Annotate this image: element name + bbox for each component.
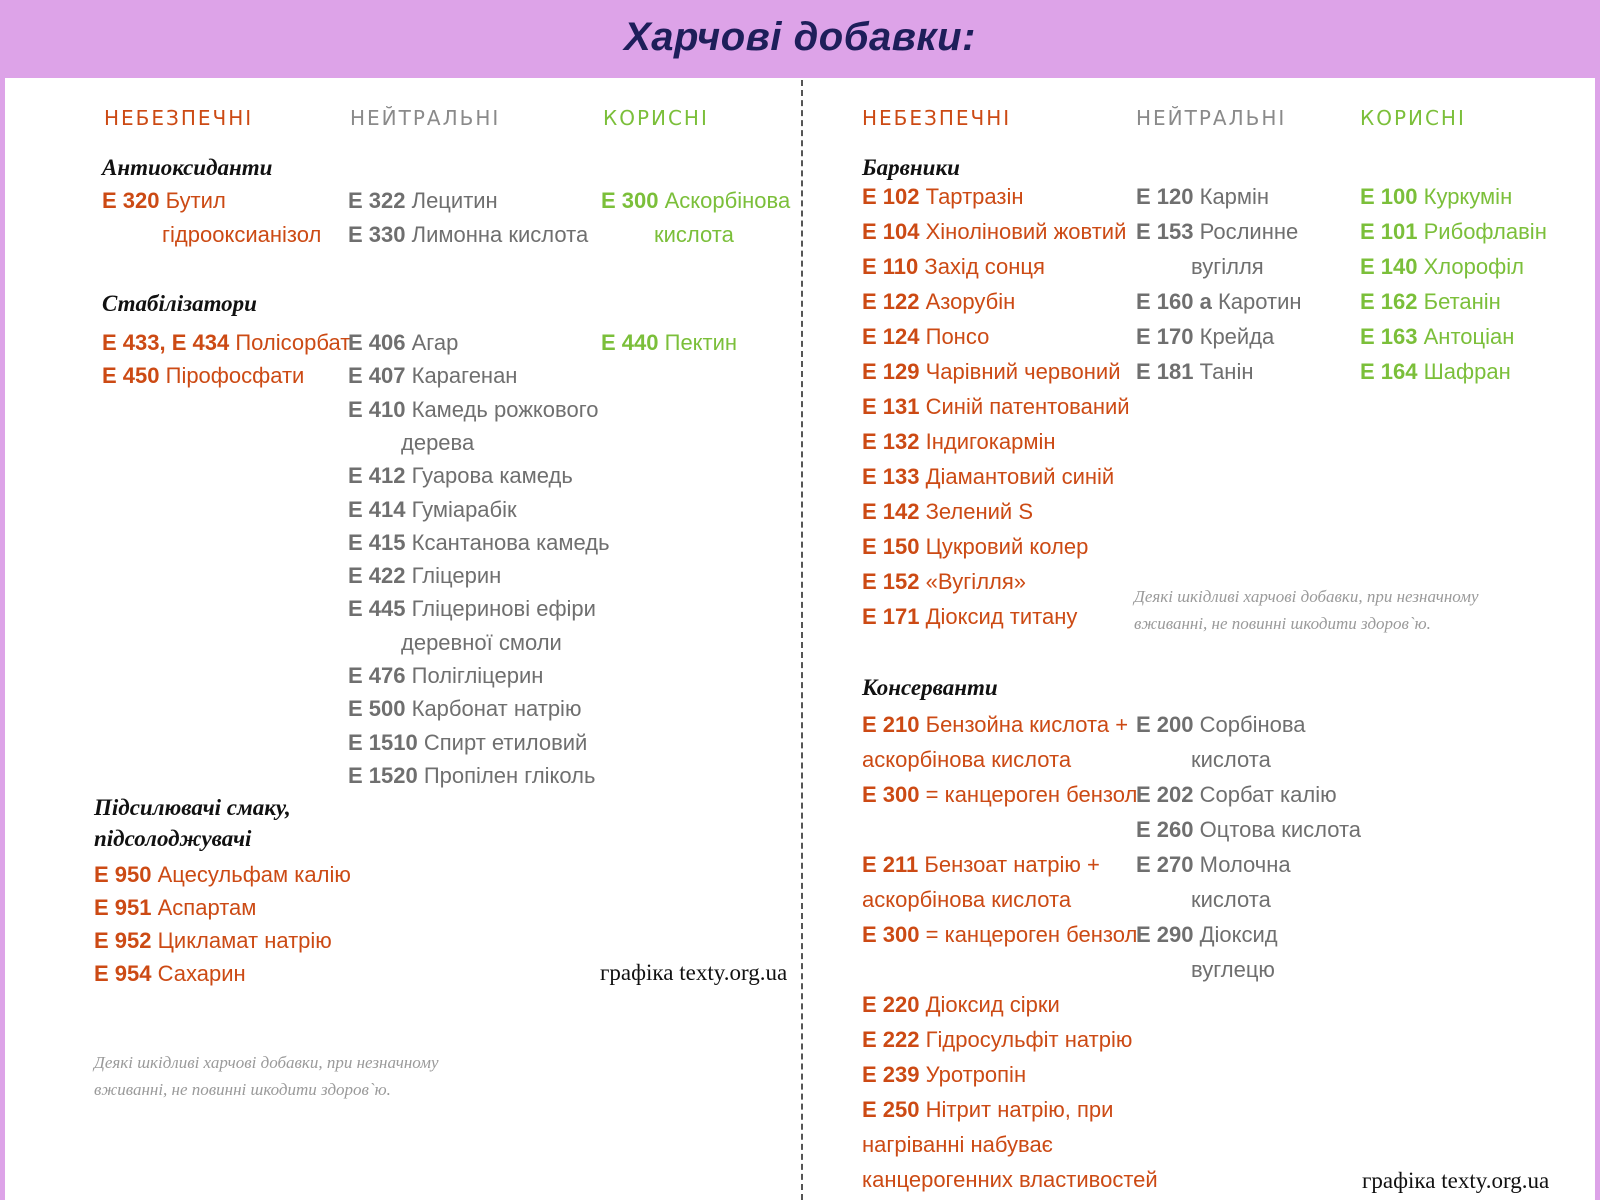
additive-code: Е 300: [601, 188, 659, 213]
additive-item: [1136, 184, 1269, 210]
additive-code: Е 162: [1360, 289, 1418, 314]
additive-item: [1136, 922, 1278, 948]
additive-item: [348, 222, 588, 248]
additive-item: [601, 188, 790, 214]
additive-name: Рослинне: [1199, 219, 1299, 244]
additive-item: [1191, 254, 1264, 280]
additive-item: [862, 429, 1056, 455]
additive-code: Е 101: [1360, 219, 1418, 244]
additive-name: Гуміарабік: [411, 496, 517, 522]
additive-name: Діамантовий синій: [925, 464, 1115, 489]
additive-item: [1360, 289, 1501, 315]
additive-item: [1360, 254, 1524, 280]
additive-code: Е 250: [862, 1097, 920, 1122]
additive-name: Бетанін: [1423, 289, 1501, 314]
additive-name: Діоксид сірки: [925, 992, 1060, 1017]
additive-item: [862, 1097, 1113, 1123]
additive-item: [401, 430, 474, 456]
additive-name: Гліцерин: [411, 563, 502, 589]
additive-code: Е 222: [862, 1027, 920, 1052]
additive-name: Танін: [1199, 359, 1254, 384]
additive-code: Е 239: [862, 1062, 920, 1087]
additive-name: Сорбат калію: [1199, 782, 1337, 807]
additive-code: Е 290: [1136, 922, 1194, 947]
additive-item: [862, 534, 1088, 560]
additive-name: Каротин: [1217, 289, 1302, 314]
additive-item: [1191, 747, 1271, 773]
additive-name: Сахарин: [157, 961, 246, 986]
additive-item: [1136, 219, 1298, 245]
additive-name: Камедь рожкового: [411, 396, 599, 422]
section-colors: Барвники: [862, 155, 960, 180]
additive-code: Е 160 а: [1136, 289, 1212, 314]
additive-code: Е 270: [1136, 852, 1194, 877]
additive-code: Е 164: [1360, 359, 1418, 384]
additive-item: [862, 887, 1071, 913]
additive-code: Е 414: [348, 496, 406, 522]
additive-code: Е 476: [348, 663, 406, 688]
additive-code: Е 951: [94, 895, 152, 920]
additive-item: [862, 394, 1130, 420]
right-note: Деякі шкідливі харчові добавки, при незначному вживанні, не повинні шкодити здоров`ю.: [1134, 587, 1479, 633]
additive-code: Е 300: [862, 782, 920, 807]
additive-code: Е 153: [1136, 219, 1194, 244]
additive-item: [862, 604, 1077, 630]
additive-code: Е 140: [1360, 254, 1418, 279]
additive-code: Е 422: [348, 563, 406, 589]
additive-item: [1136, 289, 1302, 315]
additive-name: Карбонат натрію: [411, 696, 582, 722]
additive-name: вуглецю: [1191, 957, 1275, 982]
additive-name: Лецитин: [411, 188, 498, 213]
additive-item: [862, 852, 1100, 878]
additive-item: [862, 1167, 1158, 1193]
additive-name: Понсо: [925, 324, 990, 349]
additive-code: Е 202: [1136, 782, 1194, 807]
additive-name: Аскорбінова: [664, 188, 791, 213]
right-header-neutral: НЕЙТРАЛЬНІ: [1136, 106, 1287, 130]
additive-name: Тартразін: [925, 184, 1024, 209]
additive-item: [862, 289, 1015, 315]
right-credit: графіка texty.org.ua: [1362, 1168, 1550, 1193]
additive-code: Е 1510: [348, 729, 418, 755]
additive-name: деревної смоли: [401, 629, 562, 655]
additive-name: Ацесульфам калію: [157, 862, 351, 887]
section-preservatives: Консерванти: [862, 675, 998, 700]
additive-item: [348, 397, 598, 423]
additive-item: [102, 188, 226, 214]
additive-name: Бутил: [165, 188, 226, 213]
additive-name: нагріванні набуває: [862, 1132, 1053, 1157]
additive-name: Гуарова камедь: [411, 463, 573, 489]
left-note: Деякі шкідливі харчові добавки, при незначному вживанні, не повинні шкодити здоров`ю.: [94, 1053, 439, 1099]
additive-item: [862, 464, 1114, 490]
additive-name: Цикламат натрію: [157, 928, 332, 953]
additive-name: Уротропін: [925, 1062, 1027, 1087]
right-header-useful: КОРИСНІ: [1360, 106, 1466, 130]
additive-name: дерева: [401, 429, 475, 455]
additive-name: Синій патентований: [925, 394, 1130, 419]
additive-name: Куркумін: [1423, 184, 1513, 209]
additive-item: [862, 747, 1071, 773]
additive-name: Оцтова кислота: [1199, 817, 1362, 842]
additive-item: [862, 1027, 1132, 1053]
additive-code: Е 170: [1136, 324, 1194, 349]
additive-item: [862, 324, 989, 350]
additive-code: Е 150: [862, 534, 920, 559]
additive-code: Е 406: [348, 330, 406, 355]
additive-name: Полісорбат: [235, 330, 351, 355]
additive-name: Аспартам: [157, 895, 257, 920]
page-title: Харчові добавки:: [624, 14, 976, 59]
additive-name: Азорубін: [925, 289, 1016, 314]
additive-item: [601, 330, 737, 356]
additive-item: [862, 782, 1137, 808]
additive-name: Пектин: [664, 330, 738, 355]
additive-item: [862, 712, 1128, 738]
additive-code: Е 410: [348, 396, 406, 422]
title-bar: [0, 0, 1600, 78]
additive-code: Е 110: [862, 254, 919, 279]
additive-code: Е 131: [862, 394, 920, 419]
additive-item: [862, 569, 1026, 595]
additive-code: Е 152: [862, 569, 920, 594]
additive-code: Е 950: [94, 862, 152, 887]
additive-name: = канцероген бензол: [925, 922, 1138, 947]
additive-name: Пірофосфати: [165, 363, 305, 389]
additive-name: Антоціан: [1423, 324, 1515, 349]
additive-code: Е 445: [348, 596, 406, 622]
additive-item: [348, 596, 596, 622]
additive-name: Зелений S: [925, 499, 1034, 524]
additive-code: Е 104: [862, 219, 920, 244]
additive-item: [348, 696, 581, 722]
section-stabilizers: Стабілізатори: [102, 291, 257, 316]
right-border: [1595, 78, 1600, 1200]
additive-item: [94, 862, 351, 888]
additive-code: Е 133: [862, 464, 920, 489]
additive-code: Е 200: [1136, 712, 1194, 737]
additive-item: [348, 530, 610, 556]
additive-item: [862, 254, 1045, 280]
additive-name: «Вугілля»: [925, 569, 1027, 594]
additive-name: аскорбінова кислота: [862, 747, 1072, 772]
additive-name: Хлорофіл: [1423, 254, 1524, 279]
section-antioxidants: Антиоксиданти: [102, 155, 273, 180]
additive-item: [348, 463, 573, 489]
additive-item: [1136, 782, 1337, 808]
additive-name: Діоксид титану: [925, 604, 1078, 629]
additive-code: Е 415: [348, 529, 406, 555]
additive-item: [348, 188, 498, 214]
additive-name: Крейда: [1199, 324, 1275, 349]
additive-item: [654, 222, 734, 248]
additive-item: [1136, 324, 1274, 350]
page-divider: [801, 80, 803, 1200]
additive-name: Кармін: [1199, 184, 1270, 209]
additive-name: Чарівний червоний: [925, 359, 1121, 384]
additive-item: [862, 922, 1137, 948]
additive-item: [862, 359, 1121, 385]
section-flavor: Підсилювачі смаку,: [94, 795, 291, 820]
additive-code: Е 211: [862, 852, 919, 877]
additive-name: Індигокармін: [925, 429, 1056, 454]
additive-item: [94, 895, 256, 921]
additive-code: Е 330: [348, 222, 406, 247]
additive-code: Е 954: [94, 961, 152, 986]
additive-item: [1191, 887, 1271, 913]
left-credit: графіка texty.org.ua: [600, 960, 788, 985]
additive-item: [94, 961, 246, 987]
additive-name: кислота: [1191, 747, 1271, 772]
additive-name: гідрооксианізол: [162, 222, 322, 247]
additive-code: Е 412: [348, 463, 406, 489]
additive-name: аскорбінова кислота: [862, 887, 1072, 912]
additive-item: [862, 1062, 1026, 1088]
additive-name: канцерогенних властивостей: [862, 1167, 1158, 1192]
additive-item: [94, 928, 332, 954]
additive-item: [348, 563, 501, 589]
additive-item: [401, 630, 562, 656]
additive-name: Бензойна кислота +: [925, 712, 1129, 737]
additive-code: Е 102: [862, 184, 920, 209]
additive-name: Гідросульфіт натрію: [925, 1027, 1133, 1052]
right-header-danger: НЕБЕЗПЕЧНІ: [862, 106, 1012, 130]
additive-item: [862, 184, 1024, 210]
additive-code: Е 124: [862, 324, 920, 349]
additive-item: [348, 497, 517, 523]
additive-item: [1360, 359, 1511, 385]
left-header-useful: КОРИСНІ: [603, 106, 709, 130]
additive-name: Хіноліновий жовтий: [925, 219, 1127, 244]
additive-item: [1360, 324, 1514, 350]
additive-name: Сорбінова: [1199, 712, 1306, 737]
additive-code: Е 1520: [348, 762, 418, 788]
additive-item: [862, 219, 1126, 245]
additive-code: Е 320: [102, 188, 160, 213]
additive-code: Е 322: [348, 188, 406, 213]
additive-name: Пропілен гліколь: [423, 762, 596, 788]
additive-item: [348, 363, 517, 389]
additive-code: Е 300: [862, 922, 920, 947]
additive-code: Е 132: [862, 429, 920, 454]
additive-item: [1136, 359, 1254, 385]
additive-name: Бензоат натрію +: [924, 852, 1100, 877]
additive-code: Е 407: [348, 363, 406, 389]
additive-code: Е 129: [862, 359, 920, 384]
additive-name: Агар: [411, 330, 459, 355]
left-border: [0, 78, 5, 1200]
additive-code: Е 260: [1136, 817, 1194, 842]
additive-code: Е 100: [1360, 184, 1418, 209]
additive-name: Ксантанова камедь: [411, 529, 610, 555]
additive-code: Е 181: [1136, 359, 1194, 384]
additive-name: кислота: [1191, 887, 1271, 912]
additive-name: Нітрит натрію, при: [925, 1097, 1114, 1122]
additive-name: Молочна: [1199, 852, 1291, 877]
additive-code: Е 171: [862, 604, 920, 629]
additive-name: Спирт етиловий: [423, 729, 588, 755]
additive-item: [102, 330, 350, 356]
additive-item: [1360, 219, 1547, 245]
section-flavor-2: підсолоджувачі: [94, 826, 252, 851]
additive-item: [862, 499, 1033, 525]
additive-item: [348, 663, 543, 689]
additive-name: = канцероген бензол: [925, 782, 1138, 807]
additive-code: Е 142: [862, 499, 920, 524]
additive-code: Е 450: [102, 363, 160, 389]
left-header-danger: НЕБЕЗПЕЧНІ: [104, 106, 254, 130]
additive-item: [862, 992, 1060, 1018]
additive-code: Е 220: [862, 992, 920, 1017]
additive-name: кислота: [654, 222, 734, 247]
additive-item: [348, 730, 587, 756]
additive-code: Е 500: [348, 696, 406, 722]
additive-item: [862, 1132, 1053, 1158]
additive-name: вугілля: [1191, 254, 1264, 279]
additive-item: [348, 330, 458, 356]
additive-name: Карагенан: [411, 363, 518, 389]
additive-code: Е 210: [862, 712, 920, 737]
left-header-neutral: НЕЙТРАЛЬНІ: [350, 106, 501, 130]
additive-item: [1136, 852, 1291, 878]
additive-name: Шафран: [1423, 359, 1511, 384]
additive-name: Захід сонця: [924, 254, 1045, 279]
additive-item: [1136, 712, 1306, 738]
additive-code: Е 163: [1360, 324, 1418, 349]
additive-name: Рибофлавін: [1423, 219, 1547, 244]
additive-code: Е 952: [94, 928, 152, 953]
additive-item: [102, 363, 304, 389]
additive-item: [162, 222, 321, 248]
additive-code: Е 433, Е 434: [102, 330, 230, 355]
additive-name: Гліцеринові ефіри: [411, 596, 596, 622]
additive-item: [1136, 817, 1361, 843]
additive-item: [1191, 957, 1275, 983]
additive-code: Е 440: [601, 330, 659, 355]
additive-name: Полігліцерин: [411, 663, 544, 688]
additive-code: Е 122: [862, 289, 920, 314]
additive-name: Лимонна кислота: [411, 222, 589, 247]
additive-item: [348, 763, 595, 789]
additive-name: Цукровий колер: [925, 534, 1089, 559]
additive-item: [1360, 184, 1512, 210]
additive-name: Діоксид: [1199, 922, 1278, 947]
additive-code: Е 120: [1136, 184, 1194, 209]
